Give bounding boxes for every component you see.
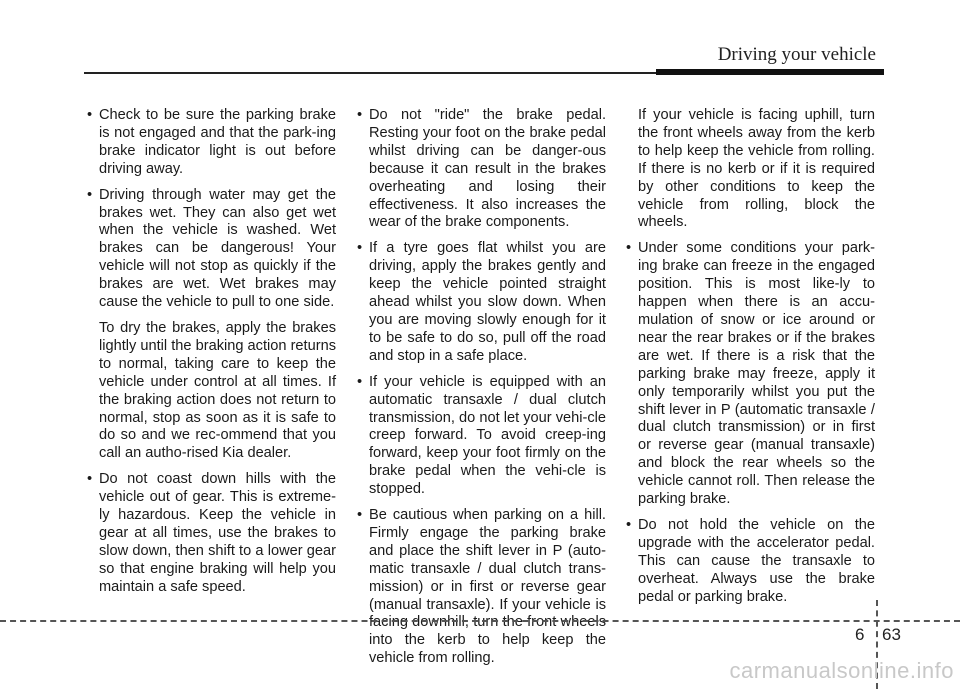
text-column-1: [85, 107, 336, 605]
bullet-brake-freeze: • Under some conditions your park-ing brake can freeze in the engaged position. This is most like-ly to happen when there is an accu-mulation of snow or ice around or near the rear brakes or if the brakes are wet. If there is a risk that the parking brake may freeze, apply it only temporarily whilst you put the shift lever in P (automatic transaxle / dual clutch transmission) or in first or reverse gear (manual transaxle) and block the rear wheels so the vehicle cannot roll. Then release the parking brake.: [624, 240, 875, 509]
chapter-number: 6: [855, 625, 865, 644]
text-column-2: [355, 107, 606, 676]
bullet-hold-upgrade: • Do not hold the vehicle on the upgrade with the accelerator pedal. This can cause the transaxle to overheat. Always use the brake pedal or parking brake.: [624, 517, 875, 607]
bullet-parking-brake-check: • Check to be sure the parking brake is not engaged and that the park-ing brake indicator light is out before driving away.: [85, 107, 336, 179]
page-number: 63: [882, 625, 901, 644]
bullet-wet-brakes: • Driving through water may get the brakes wet. They can also get wet when the vehicle is washed. Wet brakes can be dangerous! Your vehicle will not stop as quickly if the brakes are wet. Wet brakes may cause the vehicle to pull to one side.: [85, 187, 336, 312]
paragraph-uphill: If your vehicle is facing uphill, turn the front wheels away from the kerb to help keep the vehicle from rolling. If there is no kerb or if it is required by other conditions to keep the vehicle from rolling, block the wheels.: [638, 107, 875, 231]
paragraph-dry-brakes: To dry the brakes, apply the brakes lightly until the braking action returns to normal, taking care to keep the vehicle under control at all times. If the braking action does not return to normal, stop as soon as it is safe to do so and we rec-ommend that you call an autho-rised Kia dealer.: [99, 319, 336, 462]
bullet-ride-brake: • Do not "ride" the brake pedal. Resting your foot on the brake pedal whilst driving can be danger-ous because it can result in the brakes overheating and losing their effectiveness. It also increases the wear of the brake components.: [355, 107, 606, 232]
bullet-parking-hill: • Be cautious when parking on a hill. Firmly engage the parking brake and place the shift lever in P (auto-matic transaxle / dual clutch trans-mission) or in first or reverse gear (manual transaxle). If your vehicle is facing downhill, turn the front wheels into the kerb to help keep the vehicle from rolling.: [355, 507, 606, 668]
watermark: carmanualsonline.info: [729, 658, 954, 683]
bullet-coast-downhill: • Do not coast down hills with the vehicle out of gear. This is extreme-ly hazardous. Keep the vehicle in gear at all times, use the brakes to slow down, then shift to a lower gear so that engine braking will help you maintain a safe speed.: [85, 471, 336, 596]
section-title: Driving your vehicle: [717, 44, 876, 65]
bullet-flat-tyre: • If a tyre goes flat whilst you are driving, apply the brakes gently and keep the vehicle pointed straight ahead whilst you slow down. When you are moving slowly enough for it to be safe to do so, pull off the road and stop in a safe place.: [355, 240, 606, 365]
bullet-creep-forward: • If your vehicle is equipped with an automatic transaxle / dual clutch transmission, do not let your vehi-cle creep forward. To avoid creep-ing forward, keep your foot firmly on the brake pedal when the vehi-cle is stopped.: [355, 374, 606, 499]
header-rule-accent: [656, 69, 884, 75]
text-column-3: [624, 107, 875, 614]
footer-rule: [0, 620, 960, 622]
